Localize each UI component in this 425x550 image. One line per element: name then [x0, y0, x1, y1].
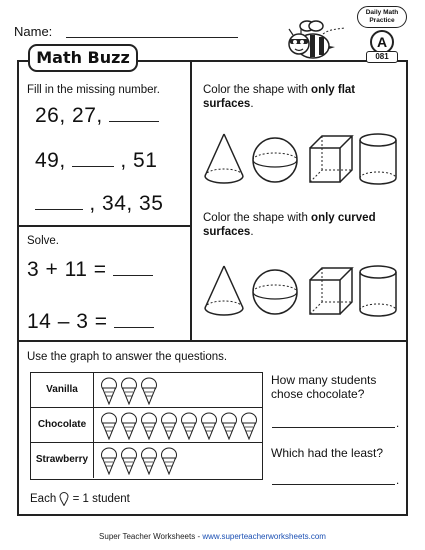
- sphere-icon[interactable]: [253, 138, 297, 182]
- ice-cream-icon: [202, 413, 217, 439]
- section-divider-left: [19, 225, 191, 227]
- cylinder-icon[interactable]: [360, 266, 396, 316]
- ice-cream-icon: [102, 413, 117, 439]
- ice-cream-icon: [102, 378, 117, 404]
- answer-line-1[interactable]: [272, 427, 395, 428]
- ice-cream-icon: [102, 448, 117, 474]
- ice-cream-icons: [99, 412, 259, 440]
- cylinder-icon[interactable]: [360, 134, 396, 184]
- ice-cream-icon: [242, 413, 257, 439]
- answer-blank-3[interactable]: [35, 209, 83, 210]
- ice-cream-icon: [142, 378, 157, 404]
- solve-instruction: Solve.: [27, 235, 59, 247]
- ice-cream-icon: [162, 448, 177, 474]
- row-label: Strawberry: [31, 443, 94, 478]
- question-2: Which had the least?: [271, 446, 384, 460]
- ice-cream-icon: [222, 413, 237, 439]
- flat-instruction: Color the shape with only flat surfaces.: [203, 84, 356, 110]
- ice-cream-icon: [122, 413, 137, 439]
- cone-icon[interactable]: [205, 266, 243, 315]
- bee-icon: [283, 20, 345, 64]
- row-label: Vanilla: [31, 373, 94, 407]
- worksheet-number: 081: [366, 51, 398, 63]
- daily-math-badge: Daily Math Practice: [357, 6, 407, 28]
- name-line[interactable]: [66, 37, 238, 38]
- answer-blank-5[interactable]: [114, 327, 154, 328]
- cube-icon[interactable]: [310, 136, 352, 182]
- cone-icon[interactable]: [205, 134, 243, 183]
- equation-1: 3 + 11 =: [27, 258, 153, 282]
- answer-blank-2[interactable]: [72, 166, 114, 167]
- graph-key: Each = 1 student: [30, 493, 130, 506]
- missing-number-instruction: Fill in the missing number.: [27, 84, 160, 96]
- answer-blank-4[interactable]: [113, 275, 153, 276]
- sphere-icon[interactable]: [253, 270, 297, 314]
- sequence-row-3: , 34, 35: [35, 192, 163, 216]
- pictograph-row-chocolate: [31, 408, 262, 443]
- answer-blank-1[interactable]: [109, 121, 159, 122]
- cube-icon[interactable]: [310, 268, 352, 314]
- row-label: Chocolate: [31, 408, 94, 442]
- ice-cream-icon: [162, 413, 177, 439]
- pictograph-row-vanilla: [31, 373, 262, 408]
- ice-cream-icons: [99, 377, 259, 405]
- level-badge: A: [370, 30, 394, 54]
- ice-cream-icon: [142, 448, 157, 474]
- section-divider-horizontal: [19, 340, 408, 342]
- ice-cream-icon: [122, 378, 137, 404]
- footer-link[interactable]: www.superteacherworksheets.com: [202, 532, 326, 541]
- footer: Super Teacher Worksheets - www.superteacherworksheets.com: [99, 532, 326, 541]
- ice-cream-icons: [99, 447, 259, 475]
- ice-cream-icon: [142, 413, 157, 439]
- name-label: Name:: [14, 24, 53, 39]
- worksheet-title: Math Buzz: [28, 44, 138, 72]
- ice-cream-icon: [182, 413, 197, 439]
- ice-cream-key-icon: [59, 492, 69, 506]
- curved-shapes-row: [200, 262, 405, 324]
- graph-instruction: Use the graph to answer the questions.: [27, 351, 228, 363]
- answer-line-2[interactable]: [272, 484, 395, 485]
- flat-shapes-row: [200, 130, 405, 192]
- sequence-row-1: 26, 27,: [35, 104, 159, 128]
- equation-2: 14 – 3 =: [27, 310, 154, 334]
- pictograph: [30, 372, 263, 480]
- pictograph-row-strawberry: [31, 443, 262, 478]
- question-1: How many students chose chocolate?: [271, 373, 377, 401]
- sequence-row-2: 49, , 51: [35, 149, 158, 172]
- section-divider-vertical: [190, 62, 192, 340]
- ice-cream-icon: [122, 448, 137, 474]
- curved-instruction: Color the shape with only curved surfaces.: [203, 212, 376, 238]
